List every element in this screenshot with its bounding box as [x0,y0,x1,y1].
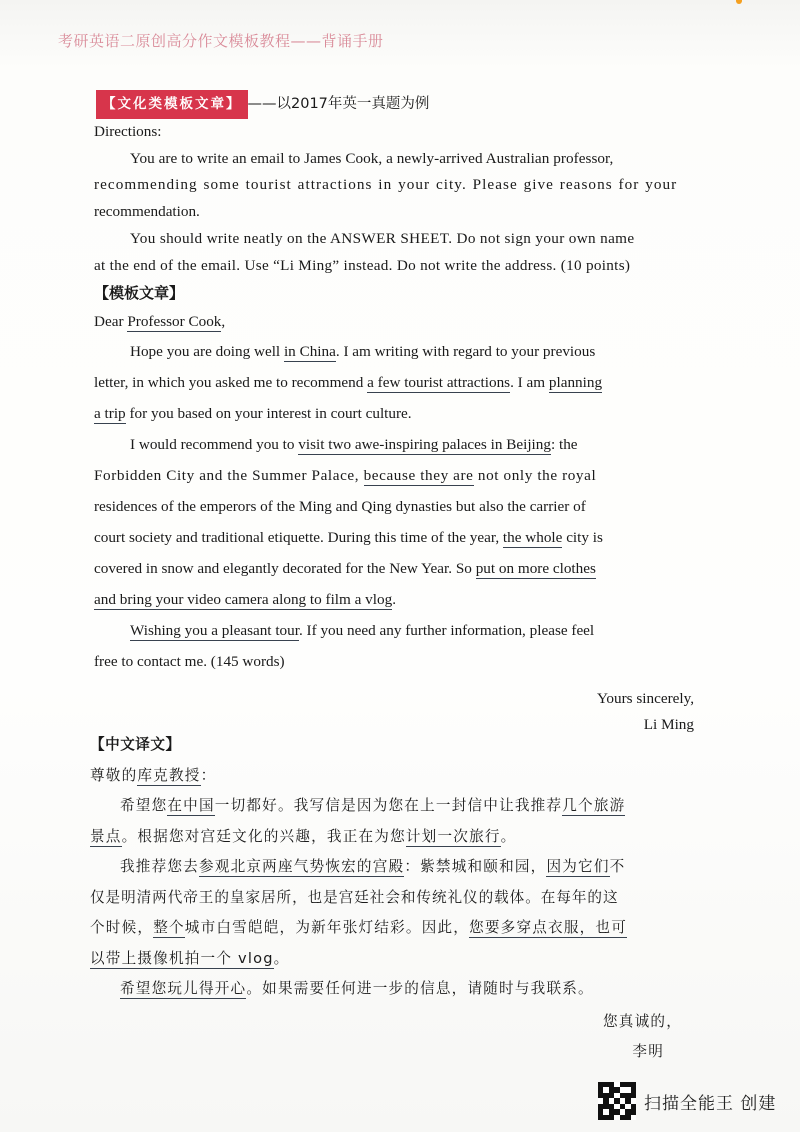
essay-paragraph-2-cont: residences of the emperors of the Ming and Qing dynasties but also the carrier of [94,498,586,516]
essay-paragraph-1 [94,336,694,367]
section-heading [92,90,694,119]
text: 尊敬的 [90,766,138,784]
text: : the [550,436,578,454]
underlined-phrase: 几个旅游 [562,797,626,814]
underlined-phrase: Professor Cook [127,313,222,331]
essay-paragraph-1-cont [94,398,694,429]
essay-paragraph-2-cont [94,553,694,584]
text: court society and traditional etiquette. During this time of the year, [94,529,503,547]
translation-greeting [90,761,690,792]
underlined-phrase: the whole [502,529,563,547]
underlined-phrase: 您要多穿点衣服，也可 [469,919,628,936]
text: covered in snow and elegantly decorated for the New Year. So [94,560,476,578]
underlined-phrase: 因为它们 [546,858,610,875]
translation-paragraph-3 [90,974,690,1005]
directions-line: You should write neatly on the ANSWER SHEET. Do not sign your own name [130,229,635,247]
directions-line: You are to write an email to James Cook, a newly-arrived Australian professor, [130,149,614,167]
essay-paragraph-2-cont [94,522,694,553]
text: , [221,313,226,331]
text: city is [562,529,603,547]
essay-paragraph-1-cont [94,367,694,398]
scanner-watermark [598,1082,776,1120]
text: 我推荐您去 [120,858,199,875]
model-essay-label: 【模板文章】 [94,283,185,302]
text: ： [200,766,217,784]
underlined-phrase: 参观北京两座气势恢宏的宫殿 [198,858,405,875]
essay-paragraph-2-cont [94,584,694,615]
section-badge: 【文化类模板文章】 [96,90,248,119]
essay-paragraph-3 [94,615,694,646]
underlined-phrase: 库克教授 [137,766,201,784]
underlined-phrase: in China [283,343,336,361]
essay-paragraph-2-cont [94,460,694,491]
essay-closing: Yours sincerely, [596,690,694,708]
text: 城市白雪皑皑，为新年张灯结彩。因此， [184,919,470,936]
text: 不 [609,858,626,875]
text: Dear [94,313,128,331]
underlined-phrase: put on more clothes [475,560,596,578]
text: for you based on your interest in court culture. [125,405,412,423]
translation-paragraph-2-cont [90,913,690,944]
text: not only the royal [473,467,597,485]
directions-label: Directions: [94,122,162,140]
underlined-phrase: 计划一次旅行 [405,827,501,845]
translation-signature: 李明 [632,1043,664,1060]
text: 一切都好。我写信是因为您在上一封信中让我推荐 [214,797,563,814]
text: . If you need any further information, please feel [298,622,595,640]
directions-line: recommending some tourist attractions in your city. Please give reasons for your [94,176,678,194]
text: . I am writing with regard to your previous [335,343,596,361]
translation-paragraph-2 [90,852,690,883]
underlined-phrase: 以带上摄像机拍一个 vlog [90,949,274,967]
translation-paragraph-2-cont [90,944,690,975]
section-suffix: ——以2017年英一真题为例 [247,96,430,112]
qr-code-icon [598,1082,636,1120]
underlined-phrase: 希望您玩儿得开心 [120,980,247,997]
text: letter, in which you asked me to recommend [94,374,368,392]
underlined-phrase: a trip [94,405,126,423]
underlined-phrase: planning [548,374,603,392]
essay-signature: Li Ming [643,716,694,734]
text: I would recommend you to [130,436,299,454]
translation-closing: 您真诚的， [603,1012,682,1030]
document-body [94,90,694,737]
watermark-text: 扫描全能王 创建 [644,1093,777,1114]
essay-paragraph-3-cont: free to contact me. (145 words) [94,653,285,671]
underlined-phrase: Wishing you a pleasant tour [130,622,299,640]
translation-paragraph-1-cont [90,822,690,853]
underlined-phrase: visit two awe-inspiring palaces in Beijing [298,436,551,454]
directions-line: at the end of the email. Use “Li Ming” instead. Do not write the address. (10 points) [94,256,631,274]
text: . I am [510,374,549,392]
underlined-phrase: because they are [363,467,474,485]
translation-paragraph-2-cont: 仅是明清两代帝王的皇家居所，也是宫廷社会和传统礼仪的载体。在每年的这 [90,888,619,906]
underlined-phrase: 整个 [153,919,185,936]
text: 个时候， [90,919,154,936]
underlined-phrase: 在中国 [167,797,215,814]
text: Hope you are doing well [130,343,284,361]
text: 。 [500,827,517,845]
translation-label: 【中文译文】 [90,736,181,753]
text: Forbidden City and the Summer Palace, [94,467,364,485]
underlined-phrase: 景点 [90,827,122,845]
running-header: 考研英语二原创高分作文模板教程——背诵手册 [58,32,384,50]
essay-greeting [94,309,694,336]
underlined-phrase: and bring your video camera along to film a vlog [94,591,393,609]
text: 。根据您对宫廷文化的兴趣，我正在为您 [121,827,406,845]
essay-paragraph-2 [94,429,694,460]
directions-line: recommendation. [94,203,200,221]
text: 。如果需要任何进一步的信息，请随时与我联系。 [246,980,594,997]
text: . [392,591,396,609]
text: 。 [273,949,290,967]
translation-body [90,730,690,1068]
text: ：紫禁城和颐和园， [404,858,547,875]
underlined-phrase: a few tourist attractions [367,374,511,392]
translation-paragraph-1 [90,791,690,822]
text: 希望您 [120,797,168,814]
